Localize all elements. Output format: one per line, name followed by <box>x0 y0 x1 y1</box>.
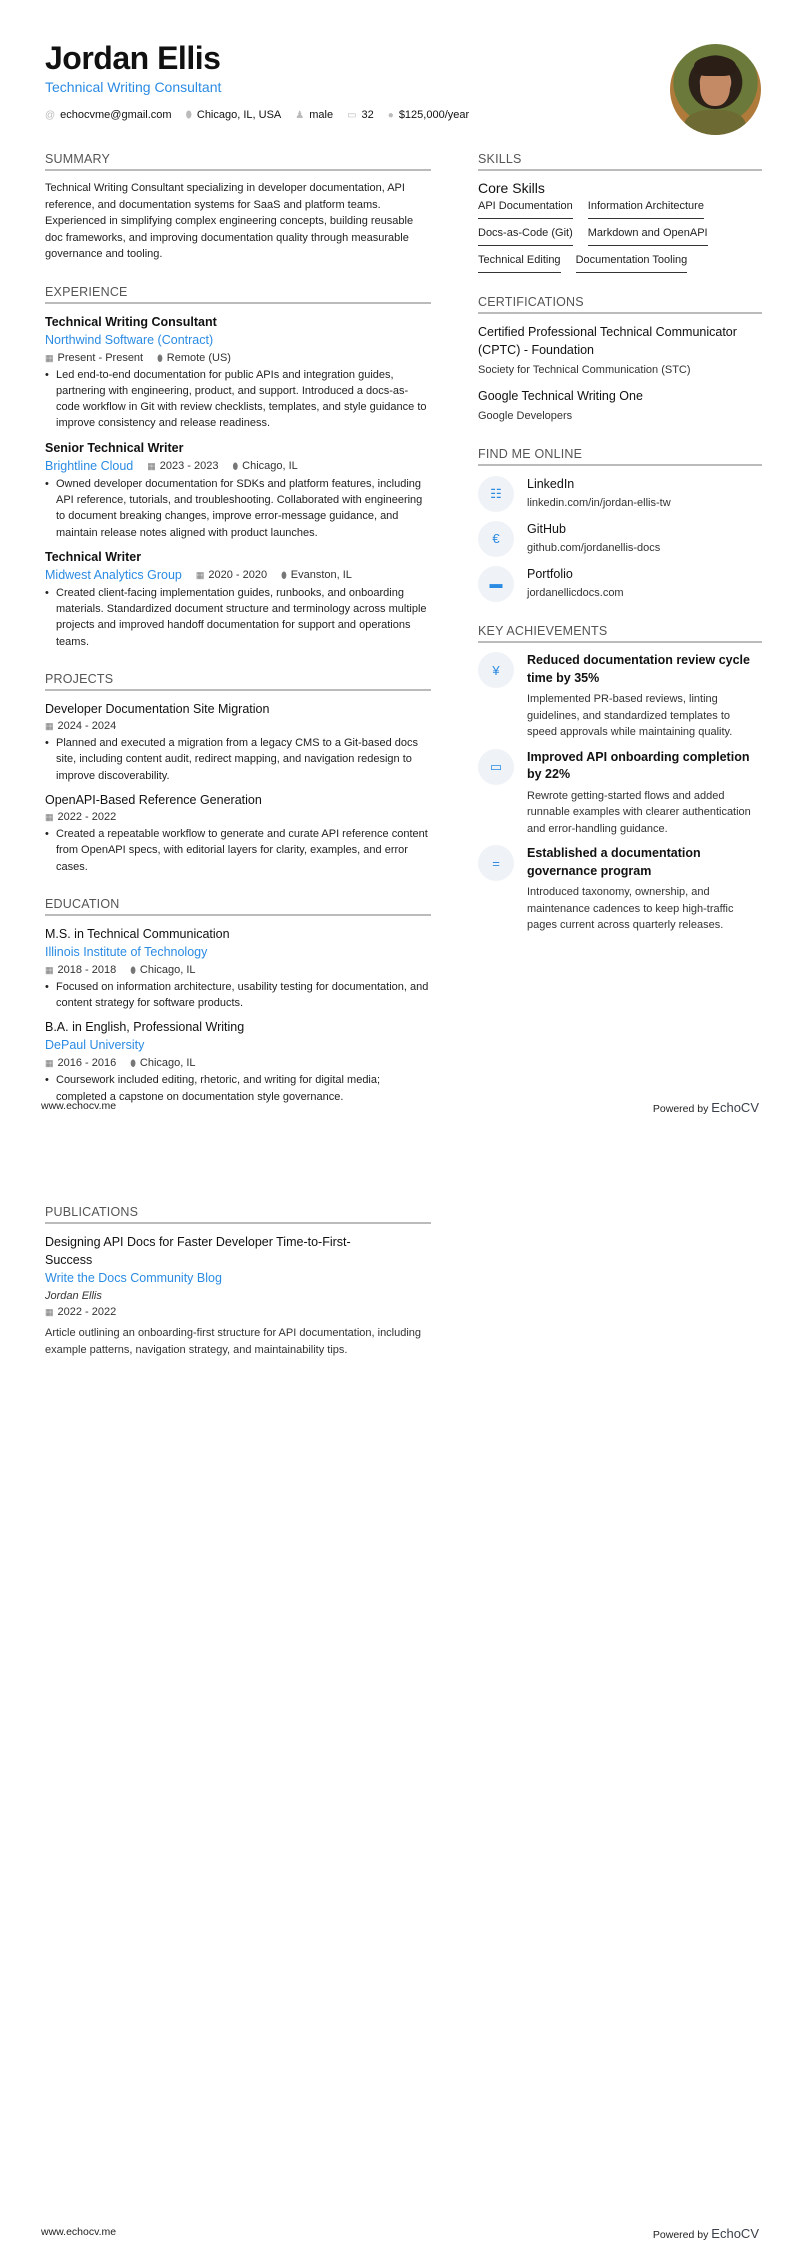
salary-text: $125,000/year <box>398 109 470 121</box>
section-heading: EDUCATION <box>45 897 431 916</box>
right-column <box>478 152 762 956</box>
candidate-title: Technical Writing Consultant <box>45 79 222 95</box>
skills-section <box>478 152 762 273</box>
avatar <box>670 44 761 135</box>
link-url[interactable]: jordanellicdocs.com <box>527 587 624 599</box>
job-meta <box>45 457 431 476</box>
job-role: Senior Technical Writer <box>45 440 184 455</box>
calendar-icon: ▦ <box>45 352 54 363</box>
company: Midwest Analytics Group <box>45 567 182 582</box>
education-item <box>45 925 431 1012</box>
publication-desc: Article outlining an onboarding-first structure for API documentation, including example patterns, navigation strategy, and maintainability tips. <box>45 1327 422 1356</box>
person-icon: ♟ <box>295 110 305 121</box>
page-footer <box>41 2226 759 2241</box>
achievements-section <box>478 624 762 934</box>
job-dates: 2020 - 2020 <box>208 568 268 581</box>
online-link-linkedin[interactable] <box>478 475 762 512</box>
section-heading: SUMMARY <box>45 152 431 171</box>
project-dates: 2022 - 2022 <box>57 810 117 823</box>
calendar-icon: ▦ <box>45 964 54 975</box>
skill-tag: Documentation Tooling <box>576 254 688 273</box>
calendar-icon: ▦ <box>45 1058 54 1069</box>
achievement-item <box>478 845 762 934</box>
project-title: OpenAPI-Based Reference Generation <box>45 792 262 807</box>
skill-group-title: Core Skills <box>478 180 545 196</box>
rectangle-icon: ▭ <box>478 749 514 785</box>
skill-tags <box>478 200 762 273</box>
publication-title: Designing API Docs for Faster Developer Time-to-First-Success <box>45 1235 351 1267</box>
experience-item <box>45 548 431 650</box>
online-link-portfolio[interactable] <box>478 565 762 602</box>
bullet: • Planned and executed a migration from a legacy CMS to a Git-based docs site, including content audit, redirect mapping, and navigation redesign to improve discoverability. <box>45 735 431 784</box>
link-label: GitHub <box>527 522 566 536</box>
projects-section <box>45 672 431 875</box>
calendar-icon: ▦ <box>45 811 54 822</box>
achievement-item <box>478 749 762 838</box>
equals-icon: = <box>478 845 514 881</box>
section-heading: FIND ME ONLINE <box>478 447 762 466</box>
degree: B.A. in English, Professional Writing <box>45 1020 245 1035</box>
gender-text: male <box>309 109 334 121</box>
achievement-desc: Rewrote getting-started flows and added runnable examples with clearer authentication and error-handling guidance. <box>527 789 751 835</box>
achievement-title: Reduced documentation review cycle time by 35% <box>527 653 750 685</box>
contact-age <box>347 109 374 121</box>
calendar-icon: ▦ <box>45 1307 54 1317</box>
job-meta <box>45 350 431 367</box>
school: Illinois Institute of Technology <box>45 944 208 959</box>
job-role: Technical Writer <box>45 549 142 564</box>
cert-org: Google Developers <box>478 410 573 422</box>
certifications-section <box>478 295 762 425</box>
link-label: Portfolio <box>527 567 573 581</box>
section-heading: CERTIFICATIONS <box>478 295 762 314</box>
project-title: Developer Documentation Site Migration <box>45 702 270 717</box>
calendar-icon: ▭ <box>347 110 357 121</box>
left-column <box>45 1205 431 1380</box>
brand-logo: EchoCV <box>711 2226 759 2241</box>
location-text: Chicago, IL, USA <box>196 109 282 121</box>
achievement-desc: Introduced taxonomy, ownership, and maintenance cadences to keep high-traffic pages current across quarterly releases. <box>527 886 734 931</box>
experience-item <box>45 439 431 541</box>
online-link-github[interactable] <box>478 520 762 557</box>
achievement-title: Improved API onboarding completion by 22% <box>527 749 750 781</box>
cert-name: Google Technical Writing One <box>478 389 643 403</box>
achievement-title: Established a documentation governance program <box>527 846 701 878</box>
euro-coin-icon: € <box>478 521 514 557</box>
location-icon: ⬮ <box>130 1058 136 1069</box>
location-icon: ⬮ <box>281 569 287 580</box>
publication-item <box>45 1233 431 1358</box>
powered-by <box>653 1100 759 1115</box>
publications-section <box>45 1205 431 1358</box>
footer-site-link[interactable]: www.echocv.me <box>41 1100 117 1112</box>
job-meta <box>45 566 431 585</box>
summary-section <box>45 152 431 263</box>
link-url[interactable]: linkedin.com/in/jordan-ellis-tw <box>527 497 671 509</box>
powered-label: Powered by <box>652 1103 709 1115</box>
job-dates: 2023 - 2023 <box>159 459 219 472</box>
contact-row <box>45 109 469 121</box>
company: Northwind Software (Contract) <box>45 332 214 347</box>
location-icon: ⬮ <box>185 110 192 121</box>
online-section <box>478 447 762 602</box>
bullet: • Created a repeatable workflow to generate and curate API reference content from OpenAPI specs, with editorial layers for clarity, examples, and error cases. <box>45 826 431 875</box>
powered-by <box>653 2226 759 2241</box>
skill-tag: Docs-as-Code (Git) <box>478 227 573 246</box>
project-item <box>45 791 431 875</box>
location-icon: ⬮ <box>130 964 136 975</box>
section-heading: KEY ACHIEVEMENTS <box>478 624 762 643</box>
education-section <box>45 897 431 1105</box>
job-location: Remote (US) <box>166 351 231 364</box>
bullet: • Led end-to-end documentation for public APIs and integration guides, partnering with engineering, product, and support. Introduced a docs-as-code workflow in Git with review checklists, templates, and style guidance to improve consistency and release readiness. <box>45 367 431 432</box>
powered-label: Powered by <box>652 2229 709 2241</box>
location-icon: ⬮ <box>157 352 163 363</box>
calendar-icon: ▦ <box>45 721 54 732</box>
edu-dates: 2018 - 2018 <box>57 963 117 976</box>
experience-item <box>45 313 431 432</box>
location-icon: ⬮ <box>232 460 239 471</box>
calendar-icon: ▦ <box>147 460 156 471</box>
footer-site-link[interactable]: www.echocv.me <box>41 2226 117 2238</box>
section-heading: PUBLICATIONS <box>45 1205 431 1224</box>
project-dates: 2024 - 2024 <box>57 720 117 733</box>
edu-dates: 2016 - 2016 <box>57 1057 117 1070</box>
calendar-icon: ▦ <box>195 569 205 580</box>
experience-section <box>45 285 431 651</box>
job-dates: Present - Present <box>57 351 144 364</box>
contact-location <box>186 109 282 121</box>
bullet: • Focused on information architecture, usability testing for documentation, and content strategy for software products. <box>45 979 431 1012</box>
chat-bubble-icon: ▬ <box>478 566 514 602</box>
publication-author: Jordan Ellis <box>45 1290 102 1302</box>
page-footer <box>41 1100 759 1115</box>
age-text: 32 <box>361 109 374 121</box>
left-column <box>45 152 431 1127</box>
sliders-icon: ☷ <box>478 476 514 512</box>
company: Brightline Cloud <box>45 458 134 473</box>
project-item <box>45 700 431 784</box>
job-location: Chicago, IL <box>242 459 298 472</box>
candidate-name: Jordan Ellis <box>45 40 221 76</box>
job-role: Technical Writing Consultant <box>45 314 217 329</box>
at-icon: @ <box>45 110 56 121</box>
edu-location: Chicago, IL <box>139 963 196 976</box>
skill-tag: Markdown and OpenAPI <box>588 227 708 246</box>
bullet: • Created client-facing implementation guides, runbooks, and onboarding materials. Standardized document structure and terminology across multiple projects and improved handoff documentation for support and operations teams. <box>45 585 431 650</box>
contact-salary <box>388 109 469 121</box>
email-text: echocvme@gmail.com <box>60 109 172 121</box>
achievement-desc: Implemented PR-based reviews, linting guidelines, and standardized templates to speed approvals while maintaining quality. <box>527 693 733 738</box>
job-location: Evanston, IL <box>290 568 352 581</box>
money-icon: ● <box>387 110 394 121</box>
edu-location: Chicago, IL <box>139 1057 196 1070</box>
bullet: • Coursework included editing, rhetoric, and writing for digital media; completed a capstone on documentation style governance. <box>45 1072 431 1105</box>
skill-tag: Information Architecture <box>588 200 704 219</box>
bullet: • Owned developer documentation for SDKs and platform features, including API reference, tutorials, and troubleshooting. Collaborated with engineering to document breaking changes, improve error-message guidance, and maintain release notes aligned with product launches. <box>45 476 431 541</box>
skill-tag: Technical Editing <box>478 254 561 273</box>
link-label: LinkedIn <box>527 477 575 491</box>
publication-dates: 2022 - 2022 <box>57 1306 117 1318</box>
contact-email <box>45 109 172 121</box>
section-heading: SKILLS <box>478 152 762 171</box>
achievement-item <box>478 652 762 741</box>
contact-gender <box>295 109 333 121</box>
publisher: Write the Docs Community Blog <box>45 1271 222 1285</box>
brand-logo: EchoCV <box>711 1100 759 1115</box>
skill-tag: API Documentation <box>478 200 573 219</box>
school: DePaul University <box>45 1038 145 1053</box>
section-heading: EXPERIENCE <box>45 285 431 304</box>
cert-org: Society for Technical Communication (STC) <box>478 364 691 376</box>
summary-text: Technical Writing Consultant specializing in developer documentation, API reference, and documentation systems for SaaS and platform teams. Experienced in simplifying complex engineering concepts, building reusable doc frameworks, and improving documentation quality through measurable governance and tooling. <box>45 182 414 260</box>
page-2 <box>0 1123 794 2246</box>
yen-coin-icon: ¥ <box>478 652 514 688</box>
cert-name: Certified Professional Technical Communicator (CPTC) - Foundation <box>478 325 737 357</box>
degree: M.S. in Technical Communication <box>45 926 230 941</box>
section-heading: PROJECTS <box>45 672 431 691</box>
header <box>45 40 221 95</box>
education-item <box>45 1018 431 1105</box>
link-url[interactable]: github.com/jordanellis-docs <box>527 542 661 554</box>
